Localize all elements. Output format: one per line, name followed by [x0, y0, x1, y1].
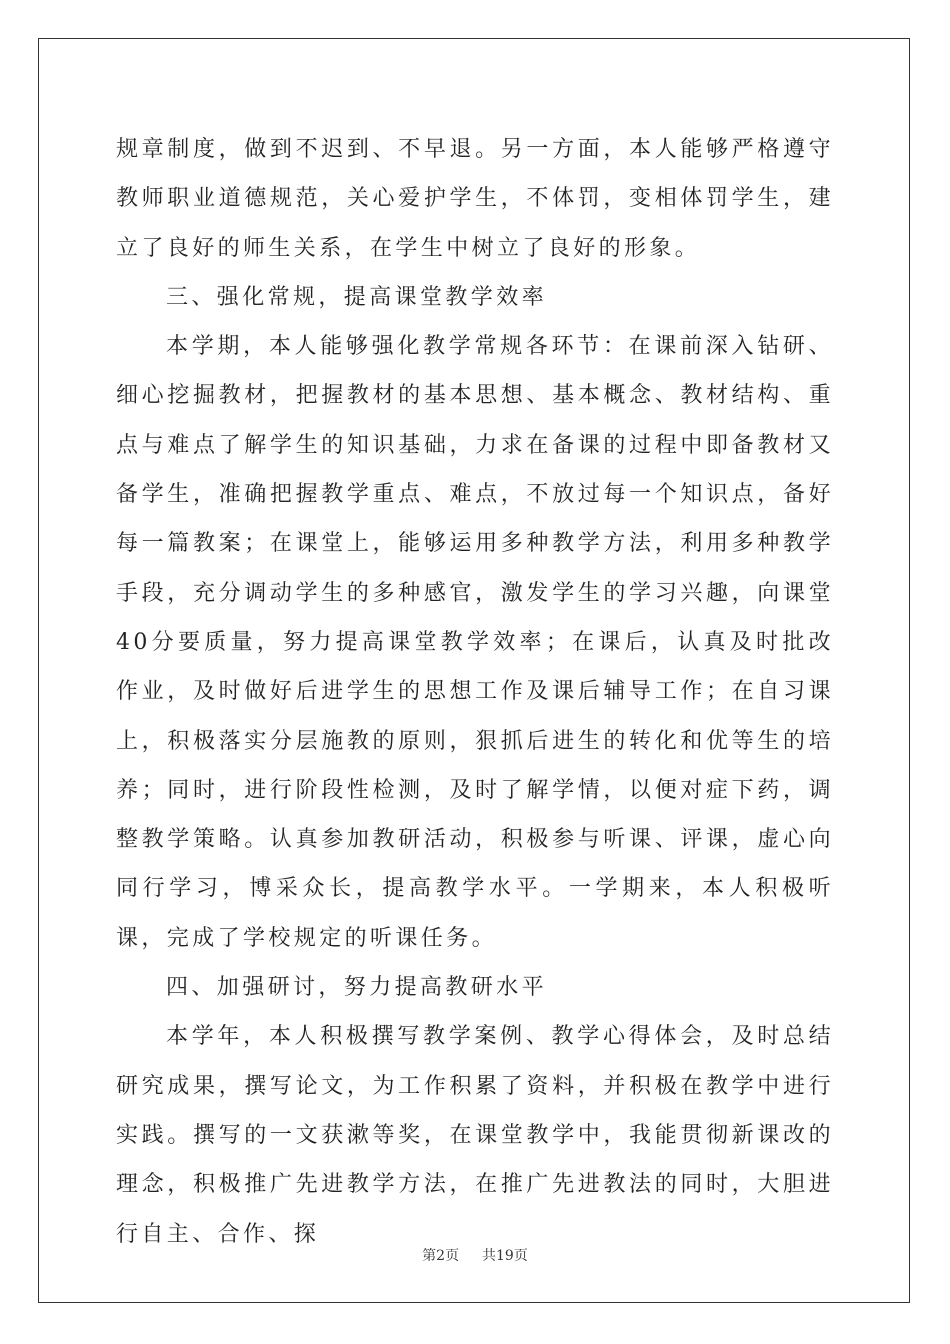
- page-number: 第2页: [422, 1248, 460, 1264]
- section-heading-4: 四、加强研讨，努力提高教研水平: [166, 975, 548, 1001]
- section-heading-3: 三、强化常规，提高课堂教学效率: [166, 284, 548, 310]
- document-body: [116, 125, 834, 1259]
- page-footer: [0, 1245, 950, 1265]
- paragraph-section-3: 本学期，本人能够强化教学常规各环节：在课前深入钻研、细心挖掘教材，把握教材的基本思想、基本概念、教材结构、重点与难点了解学生的知识基础，力求在备课的过程中即备教材又备学生，准确把握教学重点、难点，不放过每一个知识点，备好每一篇教案；在课堂上，能够运用多种教学方法，利用多种教学手段，充分调动学生的多种感官，激发学生的学习兴趣，向课堂40分要质量，努力提高课堂教学效率；在课后，认真及时批改作业，及时做好后进学生的思想工作及课后辅导工作；在自习课上，积极落实分层施教的原则，狠抓后进生的转化和优等生的培养；同时，进行阶段性检测，及时了解学情，以便对症下药，调整教学策略。认真参加教研活动，积极参与听课、评课，虚心向同行学习，博采众长，提高教学水平。一学期来，本人积极听课，完成了学校规定的听课任务。: [116, 334, 834, 951]
- page-total: 共19页: [482, 1248, 528, 1264]
- paragraph-section-4: 本学年，本人积极撰写教学案例、教学心得体会，及时总结研究成果，撰写论文，为工作积累了资料，并积极在教学中进行实践。撰写的一文获漱等奖，在课堂教学中，我能贯彻新课改的理念，积极推广先进教学方法，在推广先进教法的同时，大胆进行自主、合作、探: [116, 1024, 834, 1247]
- paragraph-continuation: 规章制度，做到不迟到、不早退。另一方面，本人能够严格遵守教师职业道德规范，关心爱护学生，不体罚，变相体罚学生，建立了良好的师生关系，在学生中树立了良好的形象。: [116, 137, 834, 261]
